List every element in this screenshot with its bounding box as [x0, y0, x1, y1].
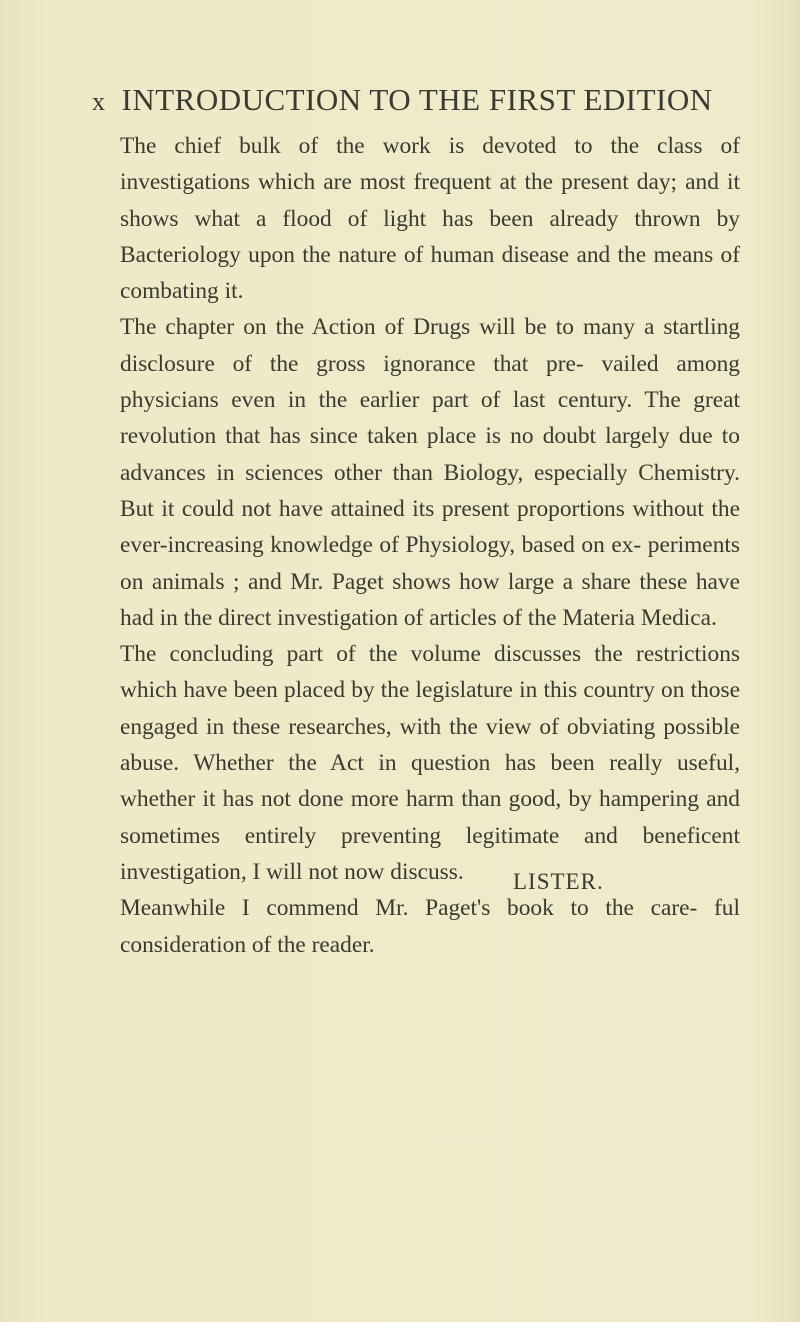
body-text: [120, 128, 740, 963]
paragraph-4: Meanwhile I commend Mr. Paget's book to the care- ful consideration of the reader.: [120, 895, 740, 958]
paragraph-3: The concluding part of the volume discusses the restrictions which have been placed by the legislature in this country on those engaged in these researches, with the view of obviating possible abuse. Whether the Act in question has been really useful, whether it has not done more harm than good, by hampering and sometimes entirely preventing legitimate and beneficent investigation, I will not now discuss.: [120, 641, 740, 885]
author-signature: LISTER.: [513, 869, 604, 894]
running-header: [92, 82, 713, 120]
chapter-title: INTRODUCTION TO THE FIRST EDITION: [121, 82, 713, 117]
paragraph-1: The chief bulk of the work is devoted to the class of investigations which are most frequent at the present day; and it shows what a flood of light has been already thrown by Bacteriology upon the nature of human disease and the means of combating it.: [120, 133, 740, 305]
page-number: x: [92, 87, 106, 116]
paragraph-2: The chapter on the Action of Drugs will be to many a startling disclosure of the gross ignorance that pre- vailed among physicians even in the earlier part of last century. The great revolution that has since taken place is no doubt largely due to advances in sciences other than Biology, especially Chemistry. But it could not have attained its present proportions without the ever-increasing knowledge of Physiology, based on ex- periments on animals ; and Mr. Paget shows how large a share these have had in the direct investigation of articles of the Materia Medica.: [120, 314, 740, 631]
